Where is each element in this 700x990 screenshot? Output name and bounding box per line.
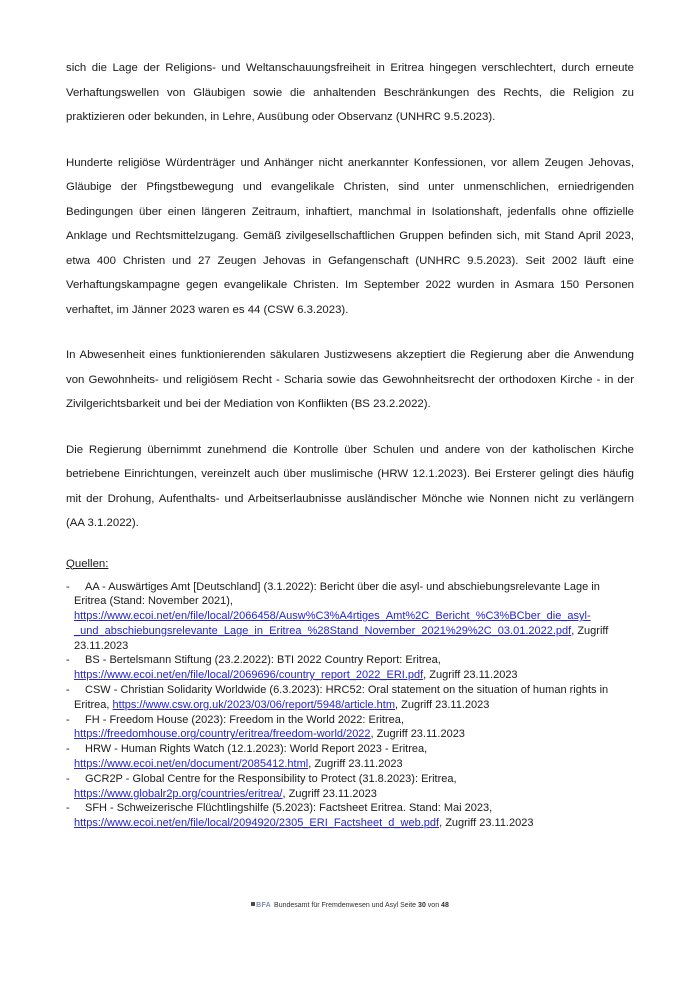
source-item [66,801,634,831]
footer-page-current: 30 [418,902,426,909]
source-bullet: - [66,684,70,697]
source-link[interactable]: https://www.ecoi.net/en/file/local/2069696/country_report_2022_ERI.pdf [74,669,424,682]
source-link[interactable]: https://www.globalr2p.org/countries/eritrea/ [74,787,283,800]
sources-list [66,580,634,832]
source-item [66,683,634,713]
source-text: , Zugriff 23.11.2023 [74,624,609,652]
bfa-logo-mark-icon [251,902,255,906]
source-text: FH - Freedom House (2023): Freedom in the World 2022: Eritrea, [85,713,404,726]
source-text: , Zugriff 23.11.2023 [423,669,518,682]
footer-page-number [400,902,449,909]
source-item [66,742,634,772]
source-text: BS - Bertelsmann Stiftung (23.2.2022): BTI 2022 Country Report: Eritrea, [85,654,441,667]
source-bullet: - [66,713,70,726]
source-text: , Zugriff 23.11.2023 [282,787,377,800]
body-paragraph-1: sich die Lage der Religions- und Weltanschauungsfreiheit in Eritrea hingegen verschlechtert, durch erneute Verhaftungswellen von Gläubigen sowie die anhaltenden Beschränkungen des Rechts, die Religion zu praktizieren oder bekunden, in Lehre, Ausübung oder Observanz (UNHRC 9.5.2023). [66,62,634,123]
source-text: , Zugriff 23.11.2023 [370,728,465,741]
source-item [66,713,634,743]
source-bullet: - [66,580,70,593]
source-link[interactable]: https://www.ecoi.net/en/file/local/2094920/2305_ERI_Factsheet_d_web.pdf [74,817,440,830]
source-item [66,653,634,683]
source-bullet: - [66,743,70,756]
source-link[interactable]: https://freedomhouse.org/country/eritrea/freedom-world/2022 [74,728,371,741]
source-text: SFH - Schweizerische Flüchtlingshilfe (5.2023): Factsheet Eritrea. Stand: Mai 2023, [85,802,493,815]
document-content [66,56,634,831]
source-text: AA - Auswärtiges Amt [Deutschland] (3.1.2022): Bericht über die asyl- und abschiebungsrelevante Lage in Eritrea (Stand: November 2021), [74,580,600,608]
source-text: , Zugriff 23.11.2023 [395,698,490,711]
source-text: CSW - Christian Solidarity Worldwide (6.3.2023): HRC52: Oral statement on the situation of human rights in Eritrea, [74,684,609,711]
source-bullet: - [66,772,70,785]
source-item [66,580,634,654]
footer-org-name: Bundesamt für Fremdenwesen und Asyl [274,902,399,909]
bfa-logo [251,902,274,909]
source-bullet: - [66,802,70,815]
body-paragraph-2: Hunderte religiöse Würdenträger und Anhänger nicht anerkannter Konfessionen, vor allem Zeugen Jehovas, Gläubige der Pfingstbewegung und evangelikale Christen, sind unter unmenschlichen, erniedrigenden Bedingungen über einen längeren Zeitraum, inhaftiert, manchmal in Isolationshaft, jedenfalls ohne offizielle Anklage und Rechtsmittelzugang. Gemäß zivilgesellschaftlichen Gruppen befinden sich, mit Stand April 2023, etwa 400 Christen und 27 Zeugen Jehovas in Gefangenschaft (UNHRC 9.5.2023). Seit 2002 läuft eine Verhaftungskampagne gegen evangelikale Christen. Im September 2022 wurden in Asmara 150 Personen verhaftet, im Jänner 2023 waren es 44 (CSW 6.3.2023). [66,156,634,316]
source-text: , Zugriff 23.11.2023 [439,817,534,830]
source-bullet: - [66,654,70,667]
footer-page-sep: von [427,902,440,909]
page-footer [0,901,700,911]
bfa-logo-text: BFA [256,902,272,909]
source-text: HRW - Human Rights Watch (12.1.2023): World Report 2023 - Eritrea, [85,743,428,756]
footer-page-label: Seite [400,902,417,909]
source-text: GCR2P - Global Centre for the Responsibility to Protect (31.8.2023): Eritrea, [85,772,457,785]
source-link[interactable]: https://www.ecoi.net/en/file/local/2066458/Ausw%C3%A4rtiges_Amt%2C_Bericht_%C3%BCber_die_asyl-_und_abschiebungsrelevante_Lage_in_Eritrea_%28Stand_November_2021%29%2C_03.01.2022.pdf [74,610,591,637]
body-paragraph-3: In Abwesenheit eines funktionierenden säkularen Justizwesens akzeptiert die Regierung aber die Anwendung von Gewohnheits- und religiösem Recht - Scharia sowie das Gewohnheitsrecht der orthodoxen Kirche - in der Zivilgerichtsbarkeit und bei der Mediation von Konflikten (BS 23.2.2022). [66,349,634,410]
source-text: , Zugriff 23.11.2023 [308,758,403,771]
source-item [66,772,634,802]
body-paragraph-4: Die Regierung übernimmt zunehmend die Kontrolle über Schulen und andere von der katholischen Kirche betriebene Einrichtungen, vereinzelt auch über muslimische (HRW 12.1.2023). Bei Ersterer gelingt dies häufig mit der Drohung, Aufenthalts- und Arbeitserlaubnisse ausländischer Mönche wie Nonnen nicht zu verlängern (AA 3.1.2022). [66,443,634,529]
source-link[interactable]: https://www.csw.org.uk/2023/03/06/report/5948/article.htm [112,698,395,711]
sources-heading: Quellen: [66,557,109,570]
source-link[interactable]: https://www.ecoi.net/en/document/2085412.html [74,758,309,771]
footer-page-total: 48 [441,902,449,909]
